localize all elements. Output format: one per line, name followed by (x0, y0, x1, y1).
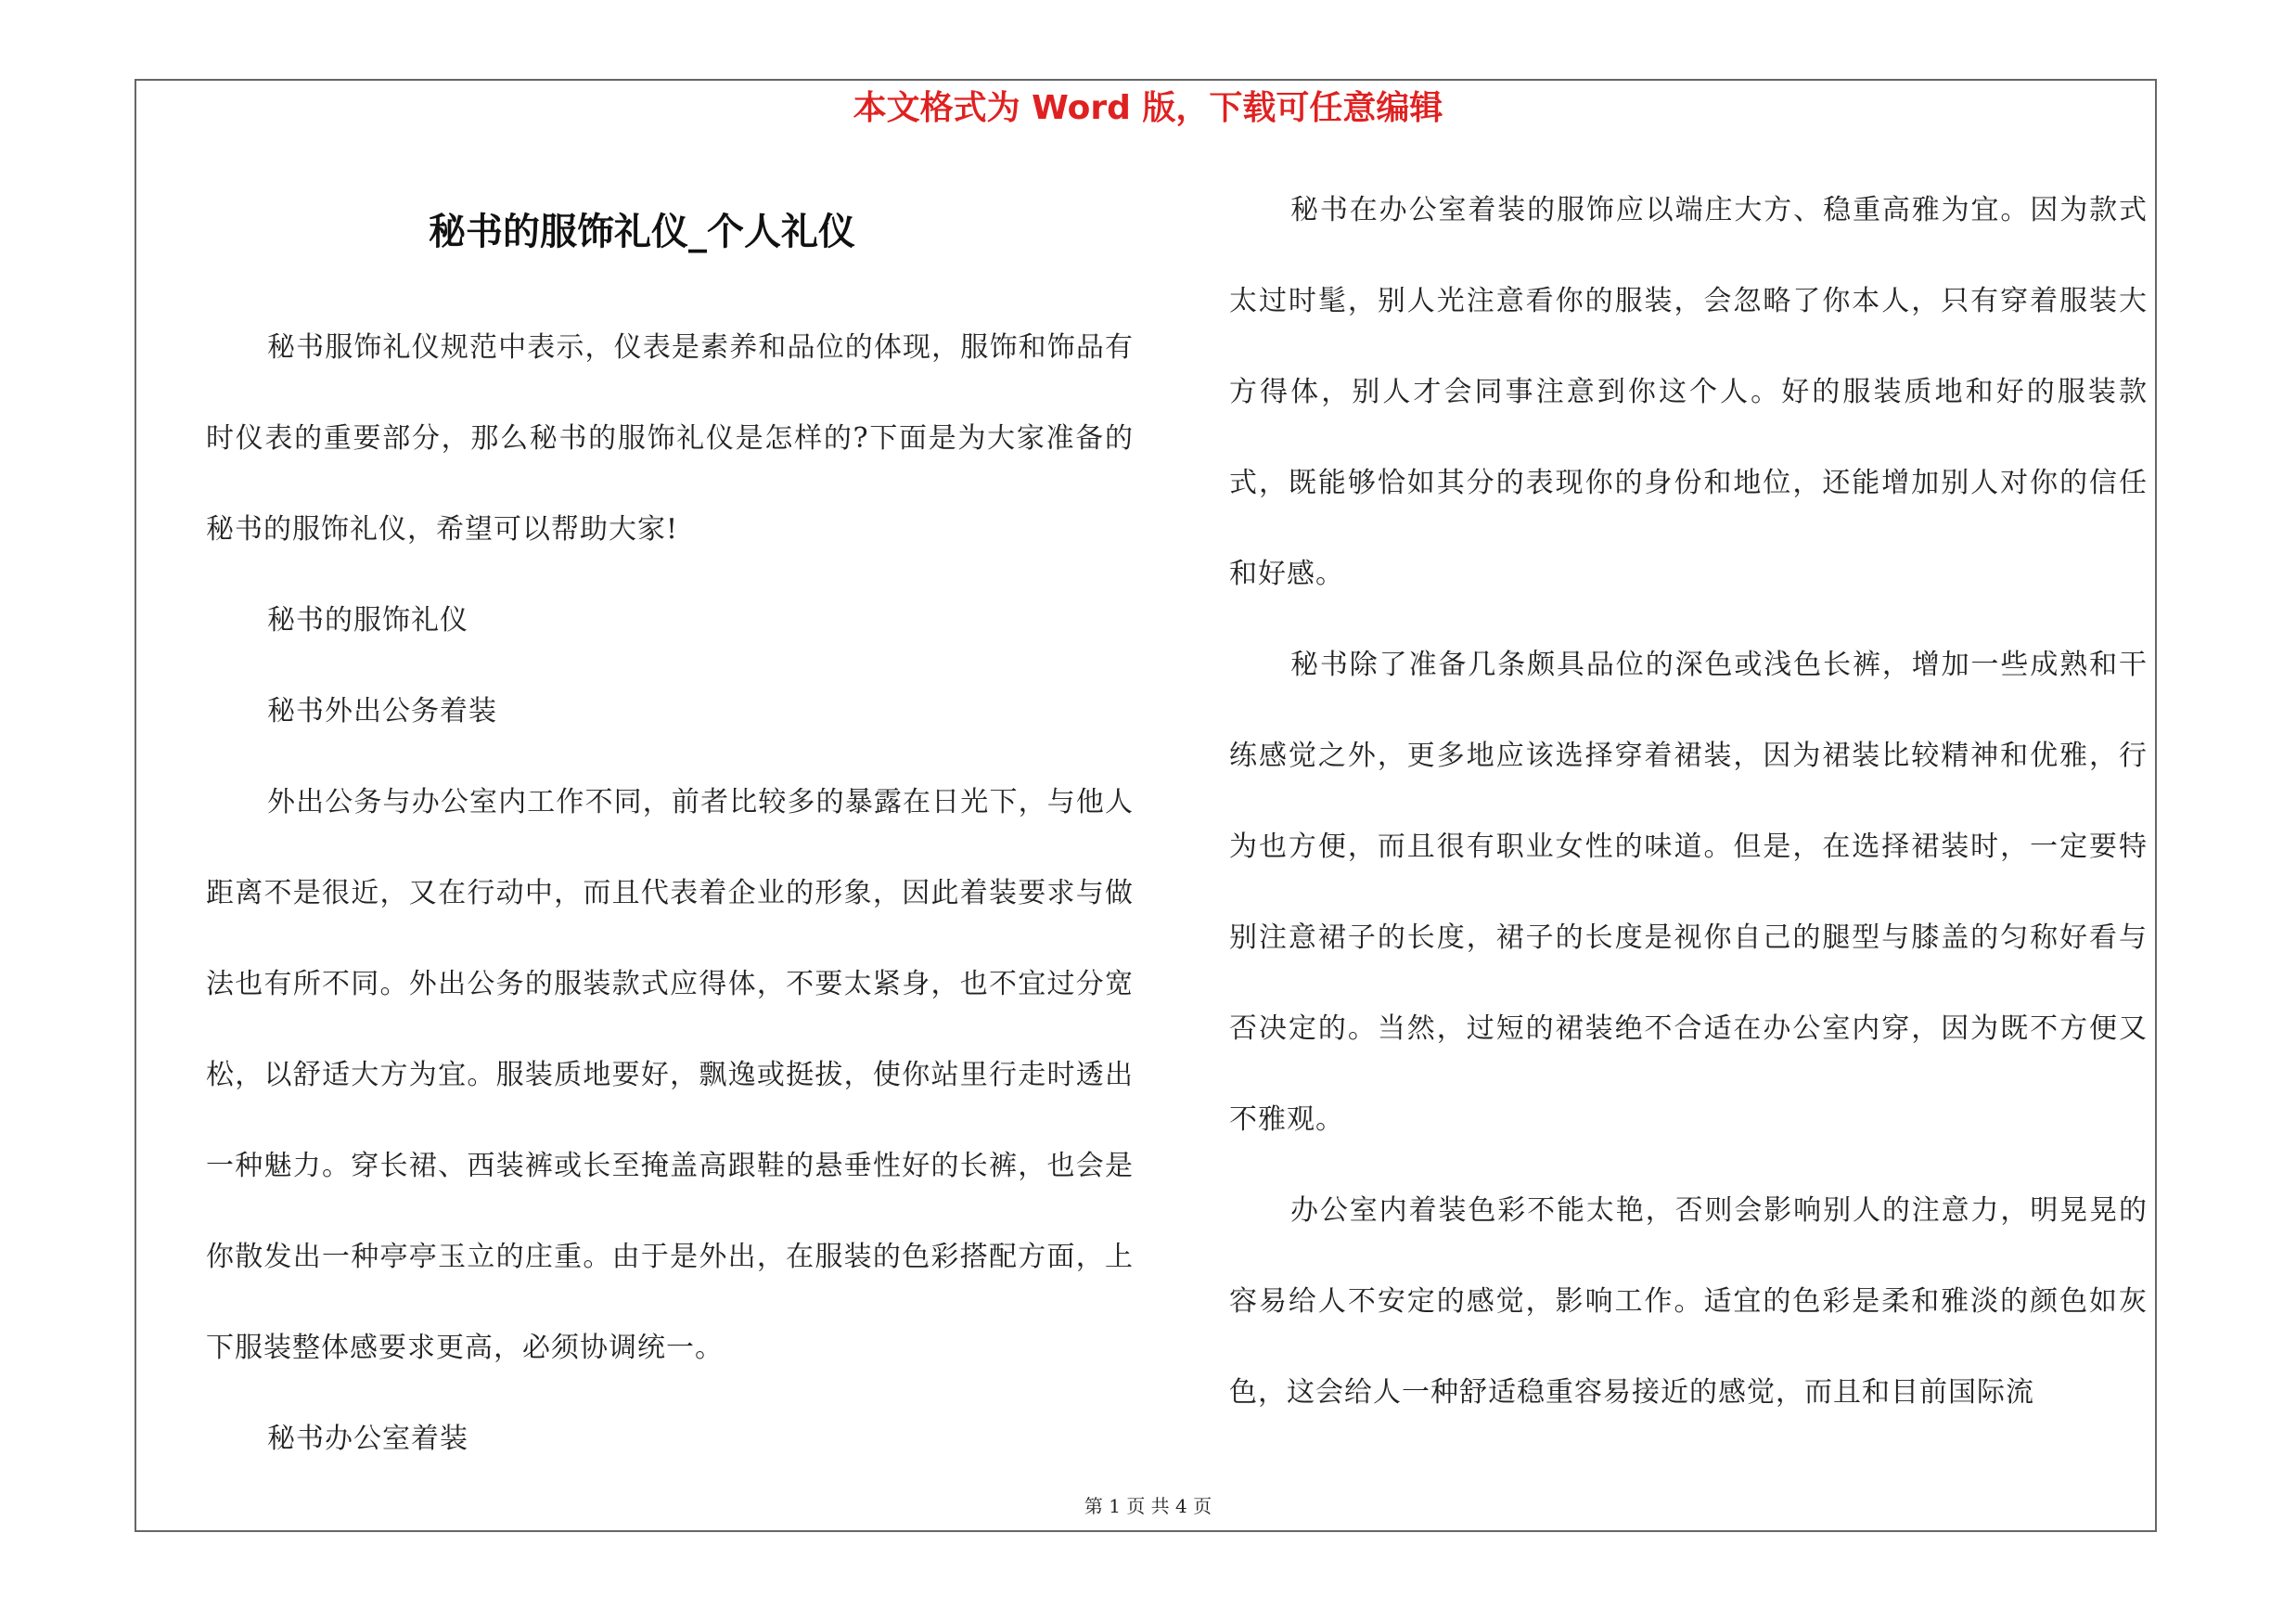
section-heading-outing: 秘书外出公务着装 (267, 695, 497, 728)
word-format-banner: 本文格式为 Word 版，下载可任意编辑 (853, 89, 1443, 127)
intro-paragraph: 秘书服饰礼仪规范中表示，仪表是素养和品位的体现，服饰和饰品有时仪表的重要部分，那么秘书的服饰礼仪是怎样的?下面是为大家准备的秘书的服饰礼仪，希望可以帮助大家! (206, 331, 1134, 546)
document-title: 秘书的服饰礼仪_个人礼仪 (429, 210, 855, 253)
skirt-paragraph: 秘书除了准备几条颇具品位的深色或浅色长裤，增加一些成熟和干练感觉之外，更多地应该选择穿着裙装，因为裙装比较精神和优雅，行为也方便，而且很有职业女性的味道。但是，在选择裙装时，一定要特别注意裙子的长度，裙子的长度是视你自己的腿型与膝盖的匀称好看与否决定的。当然，过短的裙装绝不合适在办公室内穿，因为既不方便又不雅观。 (1229, 649, 2148, 1136)
page-number-footer: 第 1 页 共 4 页 (1084, 1495, 1212, 1517)
section-heading-etiquette: 秘书的服饰礼仪 (267, 604, 468, 637)
color-paragraph: 办公室内着装色彩不能太艳，否则会影响别人的注意力，明晃晃的容易给人不安定的感觉，影响工作。适宜的色彩是柔和雅淡的颜色如灰色，这会给人一种舒适稳重容易接近的感觉，而且和目前国际流 (1229, 1194, 2148, 1409)
section-heading-office: 秘书办公室着装 (267, 1423, 468, 1455)
office-dress-paragraph: 秘书在办公室着装的服饰应以端庄大方、稳重高雅为宜。因为款式太过时髦，别人光注意看你的服装，会忽略了你本人，只有穿着服装大方得体，别人才会同事注意到你这个人。好的服装质地和好的服装款式，既能够恰如其分的表现你的身份和地位，还能增加别人对你的信任和好感。 (1229, 194, 2148, 590)
outing-paragraph: 外出公务与办公室内工作不同，前者比较多的暴露在日光下，与他人距离不是很近，又在行动中，而且代表着企业的形象，因此着装要求与做法也有所不同。外出公务的服装款式应得体，不要太紧身，也不宜过分宽松，以舒适大方为宜。服装质地要好，飘逸或挺拔，使你站里行走时透出一种魅力。穿长裙、西装裤或长至掩盖高跟鞋的悬垂性好的长裤，也会是你散发出一种亭亭玉立的庄重。由于是外出，在服装的色彩搭配方面，上下服装整体感要求更高，必须协调统一。 (206, 786, 1134, 1364)
